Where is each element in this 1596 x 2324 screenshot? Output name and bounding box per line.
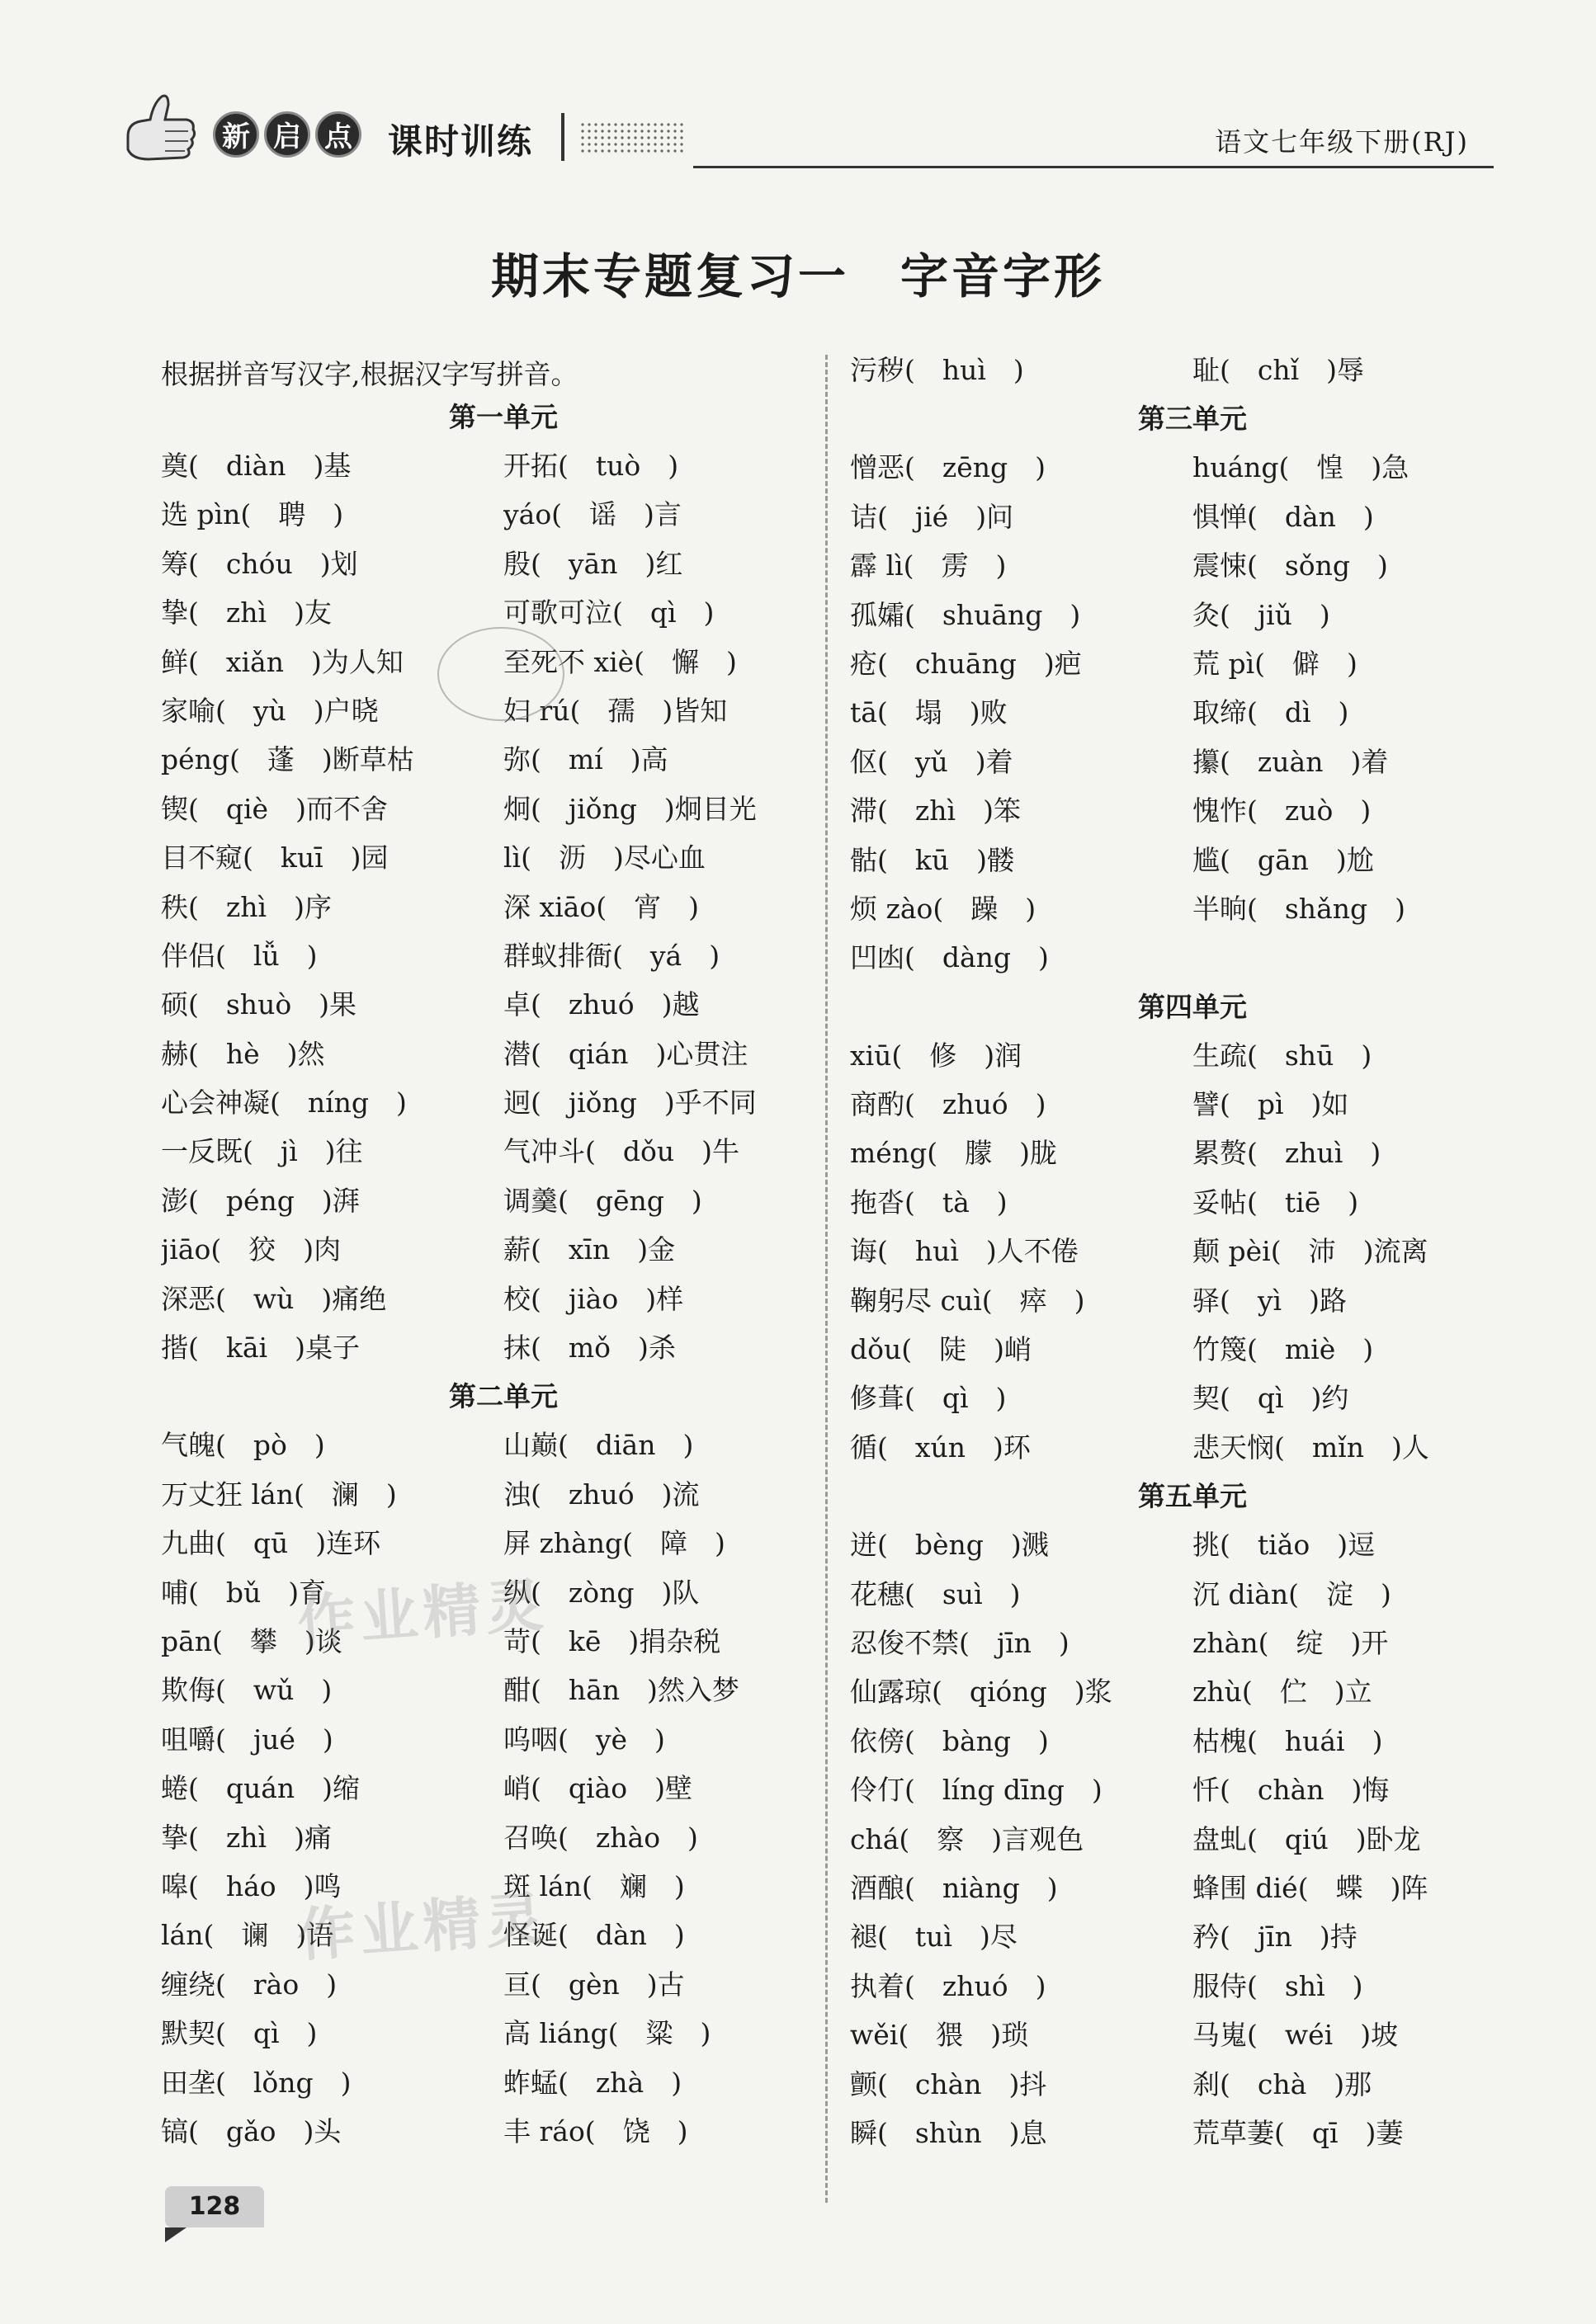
exercise-row xyxy=(850,1570,1535,1619)
exercise-item: 锲( qiè )而不舍 xyxy=(161,792,388,825)
exercise-item: 挚( zhì )友 xyxy=(161,596,332,629)
exercise-item: 瞬( shùn )息 xyxy=(850,2116,1047,2149)
exercise-item: 诘( jié )问 xyxy=(850,500,1014,533)
exercise-item: 潜( qián )心贯注 xyxy=(503,1037,748,1070)
unit-heading: 第二单元 xyxy=(449,1380,558,1413)
exercise-item: 竹篾( miè ) xyxy=(1192,1333,1374,1366)
exercise-item: 亘( gèn )古 xyxy=(503,1968,685,2001)
exercise-item: 拖沓( tà ) xyxy=(850,1186,1008,1219)
exercise-item: 屏 zhàng( 障 ) xyxy=(503,1527,725,1560)
exercise-item: lì( 沥 )尽心血 xyxy=(503,841,706,874)
exercise-item: 霹 lì( 雳 ) xyxy=(850,549,1007,582)
exercise-item: 浊( zhuó )流 xyxy=(503,1478,700,1511)
exercise-item: 疮( chuāng )疤 xyxy=(850,647,1082,680)
exercise-item: zhù( 伫 )立 xyxy=(1192,1676,1372,1709)
exercise-item: 仙露琼( qióng )浆 xyxy=(850,1676,1112,1709)
exercise-item: 愧怍( zuò ) xyxy=(1192,794,1372,827)
unit-heading: 第三单元 xyxy=(1138,403,1247,436)
exercise-item: 缠绕( rào ) xyxy=(161,1968,338,2001)
exercise-item: 心会神凝( níng ) xyxy=(161,1087,407,1120)
exercise-item: 迥( jiǒng )乎不同 xyxy=(503,1087,757,1120)
exercise-row xyxy=(161,931,846,980)
exercise-row xyxy=(850,1276,1535,1325)
exercise-item xyxy=(1192,933,1535,982)
exercise-item: 惧惮( dàn ) xyxy=(1192,500,1374,533)
exercise-row xyxy=(161,1176,846,1225)
exercise-item: 挑( tiǎo )逗 xyxy=(1192,1529,1376,1562)
exercise-item: 鞠躬尽 cuì( 瘁 ) xyxy=(850,1284,1085,1317)
exercise-row xyxy=(850,1374,1535,1422)
exercise-item: 秩( zhì )序 xyxy=(161,890,332,923)
exercise-item: 镐( gǎo )头 xyxy=(161,2114,342,2147)
exercise-item: 哺( bǔ )育 xyxy=(161,1576,327,1609)
exercise-item: 伶仃( líng dīng ) xyxy=(850,1774,1103,1807)
exercise-item: 至死不 xiè( 懈 ) xyxy=(503,645,737,678)
exercise-item: 万丈狂 lán( 澜 ) xyxy=(161,1478,397,1511)
exercise-item: wěi( 猥 )琐 xyxy=(850,2019,1029,2052)
exercise-item: 苛( kē )捐杂税 xyxy=(503,1624,721,1657)
exercise-item: 丰 ráo( 饶 ) xyxy=(503,2114,688,2147)
exercise-item: 忏( chàn )悔 xyxy=(1192,1774,1390,1807)
exercise-item: 攥( zuàn )着 xyxy=(1192,745,1389,778)
exercise-item: 鲜( xiǎn )为人知 xyxy=(161,645,404,678)
watermark-2: 作业精灵 xyxy=(295,1883,550,1970)
exercise-item: 硕( shuò )果 xyxy=(161,988,357,1021)
exercise-item: 殷( yān )红 xyxy=(503,547,683,580)
exercise-item: 薪( xīn )金 xyxy=(503,1233,676,1266)
exercise-item: 蜷( quán )缩 xyxy=(161,1772,361,1805)
exercise-row xyxy=(850,639,1535,688)
exercise-item: 契( qì )约 xyxy=(1192,1382,1349,1415)
exercise-item: 震悚( sǒng ) xyxy=(1192,549,1388,582)
exercise-item: 蚱蜢( zhà ) xyxy=(503,2066,682,2099)
exercise-item: 耻( chǐ )辱 xyxy=(1192,354,1365,386)
exercise-row xyxy=(850,1619,1535,1667)
exercise-row xyxy=(850,1912,1535,1961)
exercise-item: 修葺( qì ) xyxy=(850,1382,1007,1415)
exercise-row xyxy=(850,738,1535,786)
exercise-item: 忍俊不禁( jīn ) xyxy=(850,1626,1070,1659)
exercise-row xyxy=(161,1715,846,1764)
logo-char-3: 点 xyxy=(315,111,361,158)
exercise-item: 骷( kū )髅 xyxy=(850,843,1014,876)
exercise-row xyxy=(850,443,1535,492)
exercise-item: 抹( mǒ )杀 xyxy=(503,1332,676,1365)
book-info: 语文七年级下册(RJ) xyxy=(1215,126,1469,158)
exercise-row xyxy=(850,933,1535,982)
exercise-item: 选 pìn( 聘 ) xyxy=(161,498,344,531)
exercise-item: 灸( jiǔ ) xyxy=(1192,598,1330,631)
exercise-row xyxy=(850,884,1535,933)
exercise-item: 田垄( lǒng ) xyxy=(161,2066,352,2099)
exercise-row xyxy=(850,1129,1535,1177)
exercise-item: 深 xiāo( 宵 ) xyxy=(503,890,699,923)
exercise-item: 九曲( qū )连环 xyxy=(161,1527,381,1560)
exercise-item: 挚( zhì )痛 xyxy=(161,1821,332,1854)
header-rule xyxy=(693,166,1494,168)
header-dot-pattern xyxy=(579,121,687,154)
exercise-item: 矜( jīn )持 xyxy=(1192,1921,1358,1954)
exercise-item: 凹凼( dàng ) xyxy=(850,941,1049,974)
exercise-item: 蜂围 dié( 蝶 )阵 xyxy=(1192,1871,1428,1904)
exercise-item: 妥帖( tiē ) xyxy=(1192,1186,1359,1219)
exercise-item: 斑 lán( 斓 ) xyxy=(503,1869,685,1902)
exercise-row xyxy=(850,688,1535,737)
exercise-item: 炯( jiǒng )炯目光 xyxy=(503,792,757,825)
exercise-item: 循( xún )环 xyxy=(850,1431,1031,1464)
exercise-row xyxy=(161,833,846,882)
exercise-row xyxy=(850,1031,1535,1080)
exercise-item: 赫( hè )然 xyxy=(161,1037,325,1070)
page-header xyxy=(116,87,1494,177)
exercise-item: 诲( huì )人不倦 xyxy=(850,1235,1079,1268)
exercise-item: 颤( chàn )抖 xyxy=(850,2067,1047,2100)
exercise-item: tā( 塌 )败 xyxy=(850,696,1008,729)
exercise-row xyxy=(850,1864,1535,1912)
exercise-row xyxy=(850,346,1535,394)
exercise-item: 污秽( huì ) xyxy=(850,354,1024,386)
exercise-item: 迸( bèng )溅 xyxy=(850,1529,1049,1562)
exercise-row xyxy=(161,785,846,833)
exercise-item: 酣( hān )然入梦 xyxy=(503,1674,739,1707)
exercise-item: 伴侣( lǚ ) xyxy=(161,939,318,972)
exercise-row xyxy=(161,2107,846,2156)
homework-stamp xyxy=(437,627,564,721)
header-separator xyxy=(561,113,564,161)
exercise-item: 花穗( suì ) xyxy=(850,1577,1021,1610)
exercise-row xyxy=(161,441,846,490)
exercise-row xyxy=(850,1667,1535,1716)
exercise-item: 妇 rú( 孺 )皆知 xyxy=(503,694,728,727)
exercise-item: 咀嚼( jué ) xyxy=(161,1723,333,1756)
exercise-item: 澎( péng )湃 xyxy=(161,1184,360,1217)
exercise-row xyxy=(850,786,1535,835)
exercise-row xyxy=(161,1127,846,1176)
page-title: 期末专题复习一 字音字形 xyxy=(490,248,1105,304)
exercise-row xyxy=(850,541,1535,590)
exercise-item: 嗥( háo )鸣 xyxy=(161,1869,342,1902)
exercise-row xyxy=(161,1764,846,1813)
exercise-item: dǒu( 陡 )峭 xyxy=(850,1333,1032,1366)
exercise-item: 山巅( diān ) xyxy=(503,1429,694,1462)
exercise-item: 商酌( zhuó ) xyxy=(850,1088,1046,1121)
exercise-row xyxy=(161,2009,846,2058)
exercise-item: 褪( tuì )尽 xyxy=(850,1921,1018,1954)
exercise-row xyxy=(161,1275,846,1323)
exercise-item: 执着( zhuó ) xyxy=(850,1969,1046,2002)
exercise-row xyxy=(161,1030,846,1078)
exercise-item: pān( 攀 )谈 xyxy=(161,1624,342,1657)
exercise-row xyxy=(161,1666,846,1714)
exercise-row xyxy=(161,1078,846,1127)
unit-heading: 第四单元 xyxy=(1138,990,1247,1023)
exercise-item: 高 liáng( 粱 ) xyxy=(503,2017,711,2050)
exercise-row xyxy=(850,1080,1535,1129)
exercise-item: 沉 diàn( 淀 ) xyxy=(1192,1577,1391,1610)
exercise-item: 滞( zhì )笨 xyxy=(850,794,1021,827)
exercise-row xyxy=(850,2011,1535,2059)
exercise-row xyxy=(161,735,846,784)
unit-heading: 第一单元 xyxy=(449,401,558,433)
exercise-row xyxy=(161,1421,846,1469)
exercise-row xyxy=(161,1960,846,2009)
exercise-item: 峭( qiào )壁 xyxy=(503,1772,692,1805)
right-column xyxy=(850,346,1535,2157)
exercise-row xyxy=(850,836,1535,884)
exercise-row xyxy=(850,1765,1535,1814)
exercise-item: 呜咽( yè ) xyxy=(503,1723,665,1756)
unit-heading: 第五单元 xyxy=(1138,1480,1247,1513)
exercise-item: 群蚁排衙( yá ) xyxy=(503,939,720,972)
exercise-item: 默契( qì ) xyxy=(161,2017,318,2050)
exercise-item: 家喻( yù )户晓 xyxy=(161,694,379,727)
exercise-row xyxy=(850,1227,1535,1275)
exercise-item: huáng( 惶 )急 xyxy=(1192,451,1409,484)
exercise-item: 荒草萋( qī )萋 xyxy=(1192,2116,1404,2149)
instruction-text: 根据拼音写汉字,根据汉字写拼音。 xyxy=(161,358,578,390)
exercise-item: 取缔( dì ) xyxy=(1192,696,1349,729)
exercise-item: 累赘( zhuì ) xyxy=(1192,1137,1381,1170)
exercise-row xyxy=(161,2058,846,2107)
exercise-item: péng( 蓬 )断草枯 xyxy=(161,743,414,776)
exercise-item: 气魄( pò ) xyxy=(161,1429,325,1462)
exercise-item: 譬( pì )如 xyxy=(1192,1088,1349,1121)
exercise-item: 召唤( zhào ) xyxy=(503,1821,698,1854)
exercise-item: 深恶( wù )痛绝 xyxy=(161,1282,387,1315)
exercise-row xyxy=(850,2109,1535,2157)
exercise-row xyxy=(161,1470,846,1519)
exercise-item: méng( 朦 )胧 xyxy=(850,1137,1057,1170)
exercise-row xyxy=(850,1962,1535,2011)
exercise-item: 酒酿( niàng ) xyxy=(850,1871,1058,1904)
exercise-item: 伛( yǔ )着 xyxy=(850,745,1013,778)
series-name: 课时训练 xyxy=(388,121,534,162)
exercise-item: 怪诞( dàn ) xyxy=(503,1919,685,1952)
exercise-item: chá( 察 )言观色 xyxy=(850,1822,1084,1855)
exercise-row xyxy=(850,1520,1535,1569)
exercise-row xyxy=(850,1815,1535,1864)
exercise-row xyxy=(161,1813,846,1862)
exercise-item: 悲天悯( mǐn )人 xyxy=(1192,1431,1429,1464)
exercise-row xyxy=(161,1519,846,1567)
exercise-item: 一反既( jì )往 xyxy=(161,1135,363,1168)
exercise-row xyxy=(850,1325,1535,1374)
exercise-item: 调羹( gēng ) xyxy=(503,1184,702,1217)
exercise-row xyxy=(850,1178,1535,1227)
exercise-item: 揩( kāi )桌子 xyxy=(161,1332,360,1365)
exercise-item: 气冲斗( dǒu )牛 xyxy=(503,1135,739,1168)
exercise-row xyxy=(161,980,846,1029)
exercise-row xyxy=(161,883,846,931)
exercise-row xyxy=(850,493,1535,541)
exercise-item: zhàn( 绽 )开 xyxy=(1192,1626,1389,1659)
exercise-item: 憎恶( zēng ) xyxy=(850,451,1046,484)
exercise-row xyxy=(161,1323,846,1372)
page-number-tail xyxy=(165,2227,187,2242)
exercise-item: 服侍( shì ) xyxy=(1192,1969,1363,2002)
watermark-1: 作业精灵 xyxy=(295,1570,550,1657)
exercise-row xyxy=(850,2060,1535,2109)
exercise-row xyxy=(850,1717,1535,1765)
logo-char-1: 新 xyxy=(213,111,259,158)
exercise-item: yáo( 谣 )言 xyxy=(503,498,682,531)
page-number: 128 xyxy=(165,2186,264,2227)
exercise-item: 纵( zòng )队 xyxy=(503,1576,700,1609)
exercise-item: 开拓( tuò ) xyxy=(503,450,679,482)
thumbs-up-icon xyxy=(116,87,206,169)
exercise-item: 可歌可泣( qì ) xyxy=(503,596,715,629)
exercise-item: 依傍( bàng ) xyxy=(850,1724,1049,1757)
exercise-item: 校( jiào )样 xyxy=(503,1282,684,1315)
exercise-item: 生疏( shū ) xyxy=(1192,1039,1372,1072)
exercise-item: 荒 pì( 僻 ) xyxy=(1192,647,1358,680)
exercise-item: 颠 pèi( 沛 )流离 xyxy=(1192,1235,1428,1268)
exercise-item: jiāo( 狡 )肉 xyxy=(161,1233,342,1266)
exercise-item: 目不窥( kuī )园 xyxy=(161,841,389,874)
exercise-item: 烦 zào( 躁 ) xyxy=(850,892,1036,925)
exercise-item: 卓( zhuó )越 xyxy=(503,988,700,1021)
exercise-row xyxy=(850,1423,1535,1472)
exercise-item: 筹( chóu )划 xyxy=(161,547,358,580)
exercise-item: 驿( yì )路 xyxy=(1192,1284,1347,1317)
exercise-item: xiū( 修 )润 xyxy=(850,1039,1022,1072)
exercise-item: 半晌( shǎng ) xyxy=(1192,892,1405,925)
logo-char-2: 启 xyxy=(264,111,310,158)
exercise-row xyxy=(161,490,846,539)
exercise-item: 尴( gān )尬 xyxy=(1192,843,1374,876)
exercise-item: 刹( chà )那 xyxy=(1192,2067,1372,2100)
exercise-item: 弥( mí )高 xyxy=(503,743,668,776)
exercise-item: 盘虬( qiú )卧龙 xyxy=(1192,1822,1421,1855)
exercise-item: 马嵬( wéi )坡 xyxy=(1192,2019,1399,2052)
exercise-row xyxy=(161,540,846,588)
exercise-item: 奠( diàn )基 xyxy=(161,450,352,482)
exercise-row xyxy=(850,591,1535,639)
exercise-row xyxy=(161,1225,846,1274)
exercise-item: lán( 谰 )语 xyxy=(161,1919,334,1952)
exercise-item: 孤孀( shuāng ) xyxy=(850,598,1081,631)
exercise-item: 欺侮( wǔ ) xyxy=(161,1674,333,1707)
exercise-item: 枯槐( huái ) xyxy=(1192,1724,1383,1757)
